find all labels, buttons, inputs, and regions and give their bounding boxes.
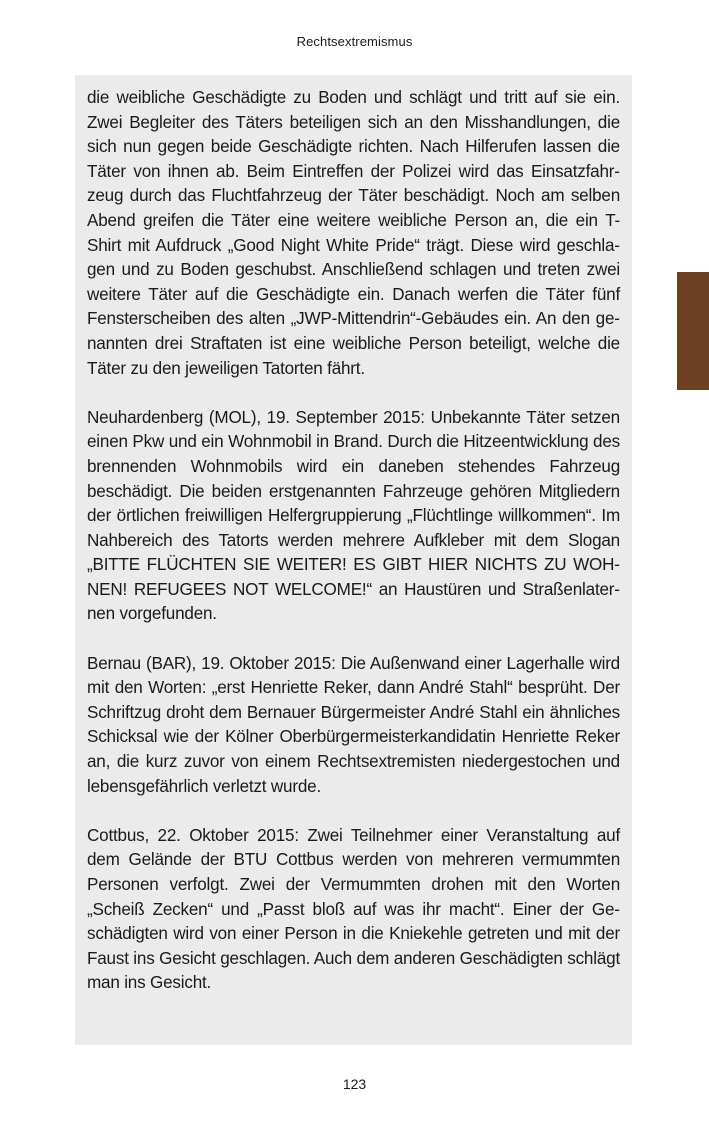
paragraph-continuation: die weibliche Geschädigte zu Boden und schlägt und tritt auf sie ein. Zwei Begleiter des Täters beteiligen sich an den Misshandlungen, die sich nun gegen beide Geschädigte richten. Nach Hilferufen lassen die Täter von ihnen ab. Beim Eintreffen der Polizei wird das Einsatzfahrzeug durch das Fluchtfahrzeug der Täter beschädigt. Noch am selben Abend greifen die Täter eine weitere weibliche Person an, die ein T-Shirt mit Aufdruck „Good Night White Pride“ trägt. Diese wird geschlagen und zu Boden geschubst. Anschließend schlagen und treten zwei weitere Täter auf die Geschädigte ein. Danach werfen die Täter fünf Fensterscheiben des alten „JWP-Mittendrin“-Gebäudes ein. An den genannten drei Straftaten ist eine weibliche Person beteiligt, welche die Täter zu den jeweiligen Tatorten fährt. [87,88,620,378]
paragraph-bernau: Bernau (BAR), 19. Oktober 2015: Die Außenwand einer Lagerhalle wird mit den Worten: „erst Henriette Reker, dann André Stahl“ besprüht. Der Schriftzug droht dem Bernauer Bürgermeister André Stahl ein ähnliches Schicksal wie der Kölner Oberbürgermeisterkandidatin Henriette Reker an, die kurz zuvor von einem Rechtsextremisten niedergestochen und lebensgefährlich verletzt wurde. [87,653,620,796]
paragraph-neuhardenberg: Neuhardenberg (MOL), 19. September 2015: Unbekannte Täter setzen einen Pkw und ein Wohnmobil in Brand. Durch die Hitzeentwicklung des brennenden Wohnmobils wird ein daneben stehendes Fahrzeug beschädigt. Die beiden erstgenannten Fahrzeuge gehören Mitgliedern der örtlichen freiwilligen Helfergruppierung „Flüchtlinge willkommen“. Im Nahbereich des Tatorts werden mehrere Aufkleber mit dem Slogan „BITTE FLÜCHTEN SIE WEITER! ES GIBT HIER NICHTS ZU WOHNEN! REFUGEES NOT WELCOME!“ an Haustüren und Straßenlaternen vorgefunden. [87,407,620,624]
paragraph-cottbus: Cottbus, 22. Oktober 2015: Zwei Teilnehmer einer Veranstaltung auf dem Gelände der BTU Cottbus werden von mehreren vermummten Personen verfolgt. Zwei der Vermummten drohen mit den Worten „Scheiß Zecken“ und „Passt bloß auf was ihr macht“. Einer der Geschädigten wird von einer Person in die Kniekehle getreten und mit der Faust ins Gesicht geschlagen. Auch dem anderen Geschädigten schlägt man ins Gesicht. [87,825,620,993]
chapter-tab-marker [677,272,709,390]
running-header: Rechtsextremismus [296,34,413,49]
page-number: 123 [342,1076,367,1092]
text-box [75,75,632,1045]
